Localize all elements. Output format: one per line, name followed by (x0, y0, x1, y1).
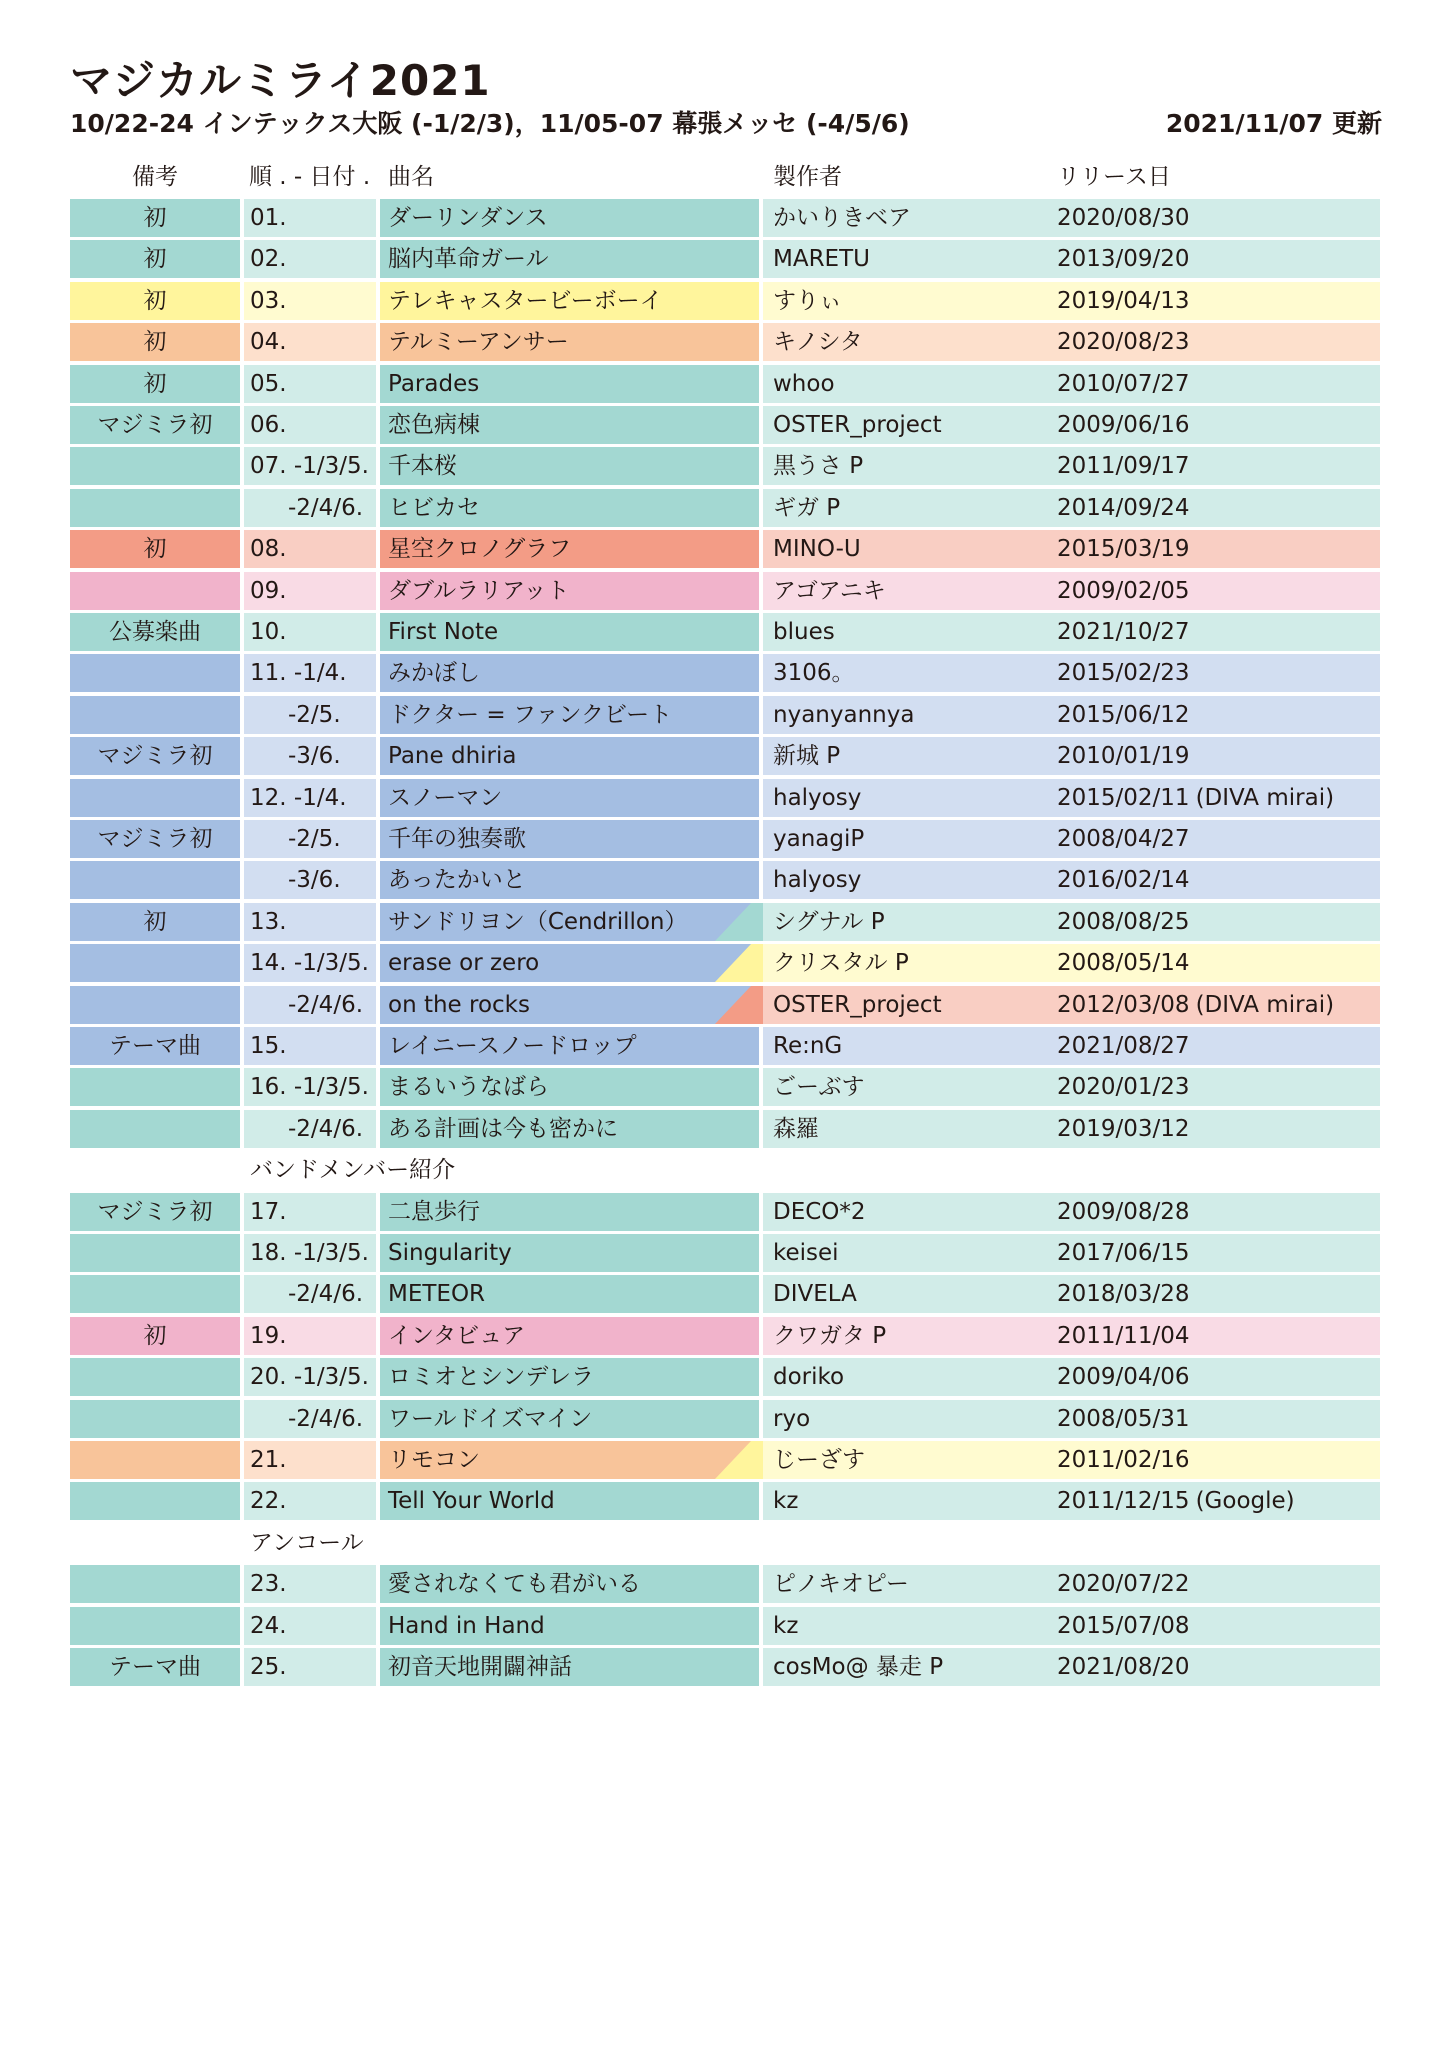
table-row (0, 944, 1448, 982)
row-song: 二息歩行 (380, 1193, 759, 1231)
row-artist: Re:nG (763, 1027, 1380, 1065)
row-order: 01. (244, 199, 376, 237)
row-release-date (1057, 1400, 1190, 1438)
row-artist: cosMo@ 暴走 P (763, 1648, 1380, 1686)
row-release-date (1057, 861, 1190, 899)
release-date-text: 2008/08/25 (1057, 909, 1190, 935)
release-date-text: 2016/02/14 (1057, 867, 1190, 893)
row-song: 星空クロノグラフ (380, 530, 759, 568)
row-order: 22. (244, 1482, 376, 1520)
row-order: -2/4/6. (244, 489, 376, 527)
release-date-text: 2020/08/23 (1057, 329, 1190, 355)
row-song: First Note (380, 613, 759, 651)
table-row (0, 1441, 1448, 1479)
release-date-text: 2008/05/31 (1057, 1406, 1190, 1432)
row-release-date (1057, 489, 1190, 527)
row-order: -2/4/6. (244, 1110, 376, 1148)
table-row (0, 406, 1448, 444)
row-artist: OSTER_project (763, 986, 1380, 1024)
row-order: 19. (244, 1317, 376, 1355)
updated-date: 2021/11/07 更新 (1165, 109, 1382, 138)
table-row (0, 447, 1448, 485)
table-row (0, 1027, 1448, 1065)
row-order: 04. (244, 323, 376, 361)
row-song: 恋色病棟 (380, 406, 759, 444)
row-note: マジミラ初 (70, 737, 240, 775)
release-date-text: 2008/05/14 (1057, 950, 1190, 976)
row-song: Hand in Hand (380, 1607, 759, 1645)
row-note: 公募楽曲 (70, 613, 240, 651)
row-artist: halyosy (763, 779, 1380, 817)
row-artist: halyosy (763, 861, 1380, 899)
row-order: 09. (244, 572, 376, 610)
row-release-date (1057, 613, 1190, 651)
row-release-date (1057, 199, 1190, 237)
release-date-text: 2012/03/08 (1057, 992, 1190, 1018)
row-order: 03. (244, 282, 376, 320)
row-order: 15. (244, 1027, 376, 1065)
row-order: 24. (244, 1607, 376, 1645)
release-date-text: 2010/01/19 (1057, 743, 1190, 769)
release-date-text: 2009/04/06 (1057, 1364, 1190, 1390)
row-artist: whoo (763, 365, 1380, 403)
release-date-text: 2009/02/05 (1057, 578, 1190, 604)
table-row (0, 282, 1448, 320)
row-release-date (1057, 1607, 1190, 1645)
row-order: -2/4/6. (244, 1400, 376, 1438)
row-song: みかぼし (380, 654, 759, 692)
release-date-text: 2015/02/23 (1057, 660, 1190, 686)
row-note (70, 572, 240, 610)
release-date-text: 2021/10/27 (1057, 619, 1190, 645)
row-artist: blues (763, 613, 1380, 651)
table-row (0, 1400, 1448, 1438)
row-artist: keisei (763, 1234, 1380, 1272)
release-date-text: 2013/09/20 (1057, 246, 1190, 272)
row-order: 12. -1/4. (244, 779, 376, 817)
row-artist: kz (763, 1482, 1380, 1520)
row-song: 初音天地開闢神話 (380, 1648, 759, 1686)
header-date: リリース日 (1057, 164, 1171, 190)
row-release-date (1057, 903, 1190, 941)
release-date-text: 2021/08/27 (1057, 1033, 1190, 1059)
row-order: 08. (244, 530, 376, 568)
color-transition-wedge (715, 1441, 763, 1479)
release-date-text: 2011/09/17 (1057, 453, 1190, 479)
row-note: 初 (70, 282, 240, 320)
release-date-text: 2020/07/22 (1057, 1571, 1190, 1597)
header-artist: 製作者 (773, 164, 842, 190)
row-song: 愛されなくても君がいる (380, 1565, 759, 1603)
release-note: (DIVA mirai) (1195, 785, 1335, 811)
release-date-text: 2011/11/04 (1057, 1323, 1190, 1349)
release-date-text: 2015/03/19 (1057, 536, 1190, 562)
section-band: バンドメンバー紹介 (250, 1157, 456, 1183)
row-artist: じーざす (763, 1441, 1380, 1479)
row-song: レイニースノードロップ (380, 1027, 759, 1065)
table-row (0, 1275, 1448, 1313)
row-song: スノーマン (380, 779, 759, 817)
row-note: マジミラ初 (70, 406, 240, 444)
row-note: 初 (70, 365, 240, 403)
release-date-text: 2021/08/20 (1057, 1654, 1190, 1680)
row-release-date (1057, 1441, 1190, 1479)
row-release-date (1057, 779, 1334, 817)
header-note: 備考 (132, 164, 178, 190)
row-release-date (1057, 572, 1190, 610)
header-order: 順 . - 日付 . (249, 164, 371, 190)
row-artist: アゴアニキ (763, 572, 1380, 610)
row-note (70, 1441, 240, 1479)
color-transition-wedge (715, 903, 763, 941)
release-date-text: 2009/08/28 (1057, 1199, 1190, 1225)
row-release-date (1057, 654, 1190, 692)
table-row (0, 199, 1448, 237)
row-artist: DIVELA (763, 1275, 1380, 1313)
table-row (0, 903, 1448, 941)
row-song: ある計画は今も密かに (380, 1110, 759, 1148)
row-note: 初 (70, 903, 240, 941)
row-song: ロミオとシンデレラ (380, 1358, 759, 1396)
table-row (0, 530, 1448, 568)
row-note (70, 654, 240, 692)
table-row (0, 696, 1448, 734)
row-note (70, 1275, 240, 1313)
row-release-date (1057, 447, 1190, 485)
row-song: 千本桜 (380, 447, 759, 485)
row-artist: シグナル P (763, 903, 1380, 941)
row-release-date (1057, 737, 1190, 775)
row-note (70, 1358, 240, 1396)
row-artist: キノシタ (763, 323, 1380, 361)
table-row (0, 737, 1448, 775)
table-row (0, 1565, 1448, 1603)
row-artist: kz (763, 1607, 1380, 1645)
row-release-date (1057, 944, 1190, 982)
row-order: 14. -1/3/5. (244, 944, 376, 982)
table-row (0, 1317, 1448, 1355)
row-song: ワールドイズマイン (380, 1400, 759, 1438)
row-song: ダーリンダンス (380, 199, 759, 237)
color-transition-wedge (715, 986, 763, 1024)
table-row (0, 572, 1448, 610)
row-note (70, 779, 240, 817)
release-note: (Google) (1195, 1488, 1295, 1514)
table-row (0, 861, 1448, 899)
row-song: テレキャスタービーボーイ (380, 282, 759, 320)
table-row (0, 820, 1448, 858)
row-artist: 森羅 (763, 1110, 1380, 1148)
row-artist: 3106。 (763, 654, 1380, 692)
row-order: 17. (244, 1193, 376, 1231)
row-song: インタビュア (380, 1317, 759, 1355)
row-note: 初 (70, 240, 240, 278)
table-row (0, 1234, 1448, 1272)
header-song: 曲名 (388, 164, 434, 190)
row-artist: ごーぶす (763, 1068, 1380, 1106)
row-order: 02. (244, 240, 376, 278)
row-release-date (1057, 365, 1190, 403)
row-artist: クワガタ P (763, 1317, 1380, 1355)
row-note: テーマ曲 (70, 1027, 240, 1065)
table-row (0, 613, 1448, 651)
row-artist: すりぃ (763, 282, 1380, 320)
row-release-date (1057, 1027, 1190, 1065)
row-song: テルミーアンサー (380, 323, 759, 361)
release-date-text: 2018/03/28 (1057, 1281, 1190, 1307)
row-artist: MINO-U (763, 530, 1380, 568)
row-artist: かいりきベア (763, 199, 1380, 237)
row-artist: doriko (763, 1358, 1380, 1396)
row-song: サンドリヨン（Cendrillon） (380, 903, 759, 941)
row-artist: yanagiP (763, 820, 1380, 858)
table-row (0, 323, 1448, 361)
release-date-text: 2020/08/30 (1057, 205, 1190, 231)
release-date-text: 2019/03/12 (1057, 1116, 1190, 1142)
row-artist: MARETU (763, 240, 1380, 278)
row-song: ダブルラリアット (380, 572, 759, 610)
row-order: 07. -1/3/5. (244, 447, 376, 485)
row-note (70, 696, 240, 734)
release-date-text: 2015/07/08 (1057, 1613, 1190, 1639)
release-date-text: 2017/06/15 (1057, 1240, 1190, 1266)
row-release-date (1057, 530, 1190, 568)
color-transition-wedge (715, 944, 763, 982)
release-date-text: 2014/09/24 (1057, 495, 1190, 521)
release-date-text: 2009/06/16 (1057, 412, 1190, 438)
table-row (0, 779, 1448, 817)
row-song: on the rocks (380, 986, 759, 1024)
row-release-date (1057, 696, 1190, 734)
table-row (0, 654, 1448, 692)
row-release-date (1057, 1482, 1295, 1520)
row-song: Parades (380, 365, 759, 403)
row-order: 18. -1/3/5. (244, 1234, 376, 1272)
table-row (0, 1607, 1448, 1645)
row-song: Tell Your World (380, 1482, 759, 1520)
release-note: (DIVA mirai) (1195, 992, 1335, 1018)
table-row (0, 1482, 1448, 1520)
release-date-text: 2019/04/13 (1057, 288, 1190, 314)
row-song: Singularity (380, 1234, 759, 1272)
row-release-date (1057, 1275, 1190, 1313)
row-note (70, 447, 240, 485)
row-release-date (1057, 986, 1334, 1024)
row-order: -3/6. (244, 861, 376, 899)
row-release-date (1057, 1358, 1190, 1396)
release-date-text: 2011/12/15 (1057, 1488, 1190, 1514)
row-song: 千年の独奏歌 (380, 820, 759, 858)
table-row (0, 1193, 1448, 1231)
row-order: 10. (244, 613, 376, 651)
row-note: 初 (70, 323, 240, 361)
row-artist: ryo (763, 1400, 1380, 1438)
table-row (0, 1068, 1448, 1106)
row-order: 25. (244, 1648, 376, 1686)
row-note (70, 1565, 240, 1603)
row-note (70, 861, 240, 899)
row-note: 初 (70, 530, 240, 568)
release-date-text: 2015/02/11 (1057, 785, 1190, 811)
release-date-text: 2011/02/16 (1057, 1447, 1190, 1473)
row-note (70, 1400, 240, 1438)
row-song: erase or zero (380, 944, 759, 982)
row-order: 06. (244, 406, 376, 444)
row-artist: OSTER_project (763, 406, 1380, 444)
row-artist: クリスタル P (763, 944, 1380, 982)
row-release-date (1057, 1565, 1190, 1603)
event-subtitle: 10/22-24 インテックス大阪 (-1/2/3)，11/05-07 幕張メッセ (-4/5/6) (70, 109, 910, 138)
row-order: 23. (244, 1565, 376, 1603)
row-note: 初 (70, 199, 240, 237)
row-order: -2/4/6. (244, 986, 376, 1024)
row-release-date (1057, 1110, 1190, 1148)
row-release-date (1057, 406, 1190, 444)
section-encore: アンコール (250, 1530, 364, 1556)
row-order: 21. (244, 1441, 376, 1479)
table-row (0, 1110, 1448, 1148)
release-date-text: 2015/06/12 (1057, 702, 1190, 728)
row-order: 20. -1/3/5. (244, 1358, 376, 1396)
row-note: マジミラ初 (70, 1193, 240, 1231)
row-song: リモコン (380, 1441, 759, 1479)
row-order: 16. -1/3/5. (244, 1068, 376, 1106)
row-song: あったかいと (380, 861, 759, 899)
row-note: マジミラ初 (70, 820, 240, 858)
row-song: Pane dhiria (380, 737, 759, 775)
table-row (0, 489, 1448, 527)
row-release-date (1057, 1193, 1190, 1231)
table-row (0, 240, 1448, 278)
row-order: -3/6. (244, 737, 376, 775)
row-note (70, 1607, 240, 1645)
row-artist: nyanyannya (763, 696, 1380, 734)
row-note (70, 944, 240, 982)
row-release-date (1057, 1648, 1190, 1686)
row-note (70, 1482, 240, 1520)
row-release-date (1057, 282, 1190, 320)
row-note: テーマ曲 (70, 1648, 240, 1686)
table-row (0, 365, 1448, 403)
row-order: 05. (244, 365, 376, 403)
row-release-date (1057, 323, 1190, 361)
row-artist: DECO*2 (763, 1193, 1380, 1231)
row-song: ヒビカセ (380, 489, 759, 527)
row-order: -2/5. (244, 696, 376, 734)
row-order: -2/4/6. (244, 1275, 376, 1313)
row-artist: 黒うさ P (763, 447, 1380, 485)
table-row (0, 986, 1448, 1024)
row-release-date (1057, 1068, 1190, 1106)
table-row (0, 1358, 1448, 1396)
row-artist: ピノキオピー (763, 1565, 1380, 1603)
row-release-date (1057, 1317, 1190, 1355)
row-order: -2/5. (244, 820, 376, 858)
row-note (70, 1068, 240, 1106)
release-date-text: 2020/01/23 (1057, 1074, 1190, 1100)
page-title: マジカルミライ2021 (70, 56, 491, 105)
row-note (70, 986, 240, 1024)
release-date-text: 2010/07/27 (1057, 371, 1190, 397)
row-release-date (1057, 240, 1190, 278)
row-note (70, 1234, 240, 1272)
row-note (70, 489, 240, 527)
row-song: まるいうなばら (380, 1068, 759, 1106)
row-song: 脳内革命ガール (380, 240, 759, 278)
release-date-text: 2008/04/27 (1057, 826, 1190, 852)
row-release-date (1057, 820, 1190, 858)
row-song: ドクター = ファンクビート (380, 696, 759, 734)
row-artist: 新城 P (763, 737, 1380, 775)
table-row (0, 1648, 1448, 1686)
row-order: 13. (244, 903, 376, 941)
row-release-date (1057, 1234, 1190, 1272)
row-order: 11. -1/4. (244, 654, 376, 692)
row-song: METEOR (380, 1275, 759, 1313)
row-note (70, 1110, 240, 1148)
row-artist: ギガ P (763, 489, 1380, 527)
row-note: 初 (70, 1317, 240, 1355)
